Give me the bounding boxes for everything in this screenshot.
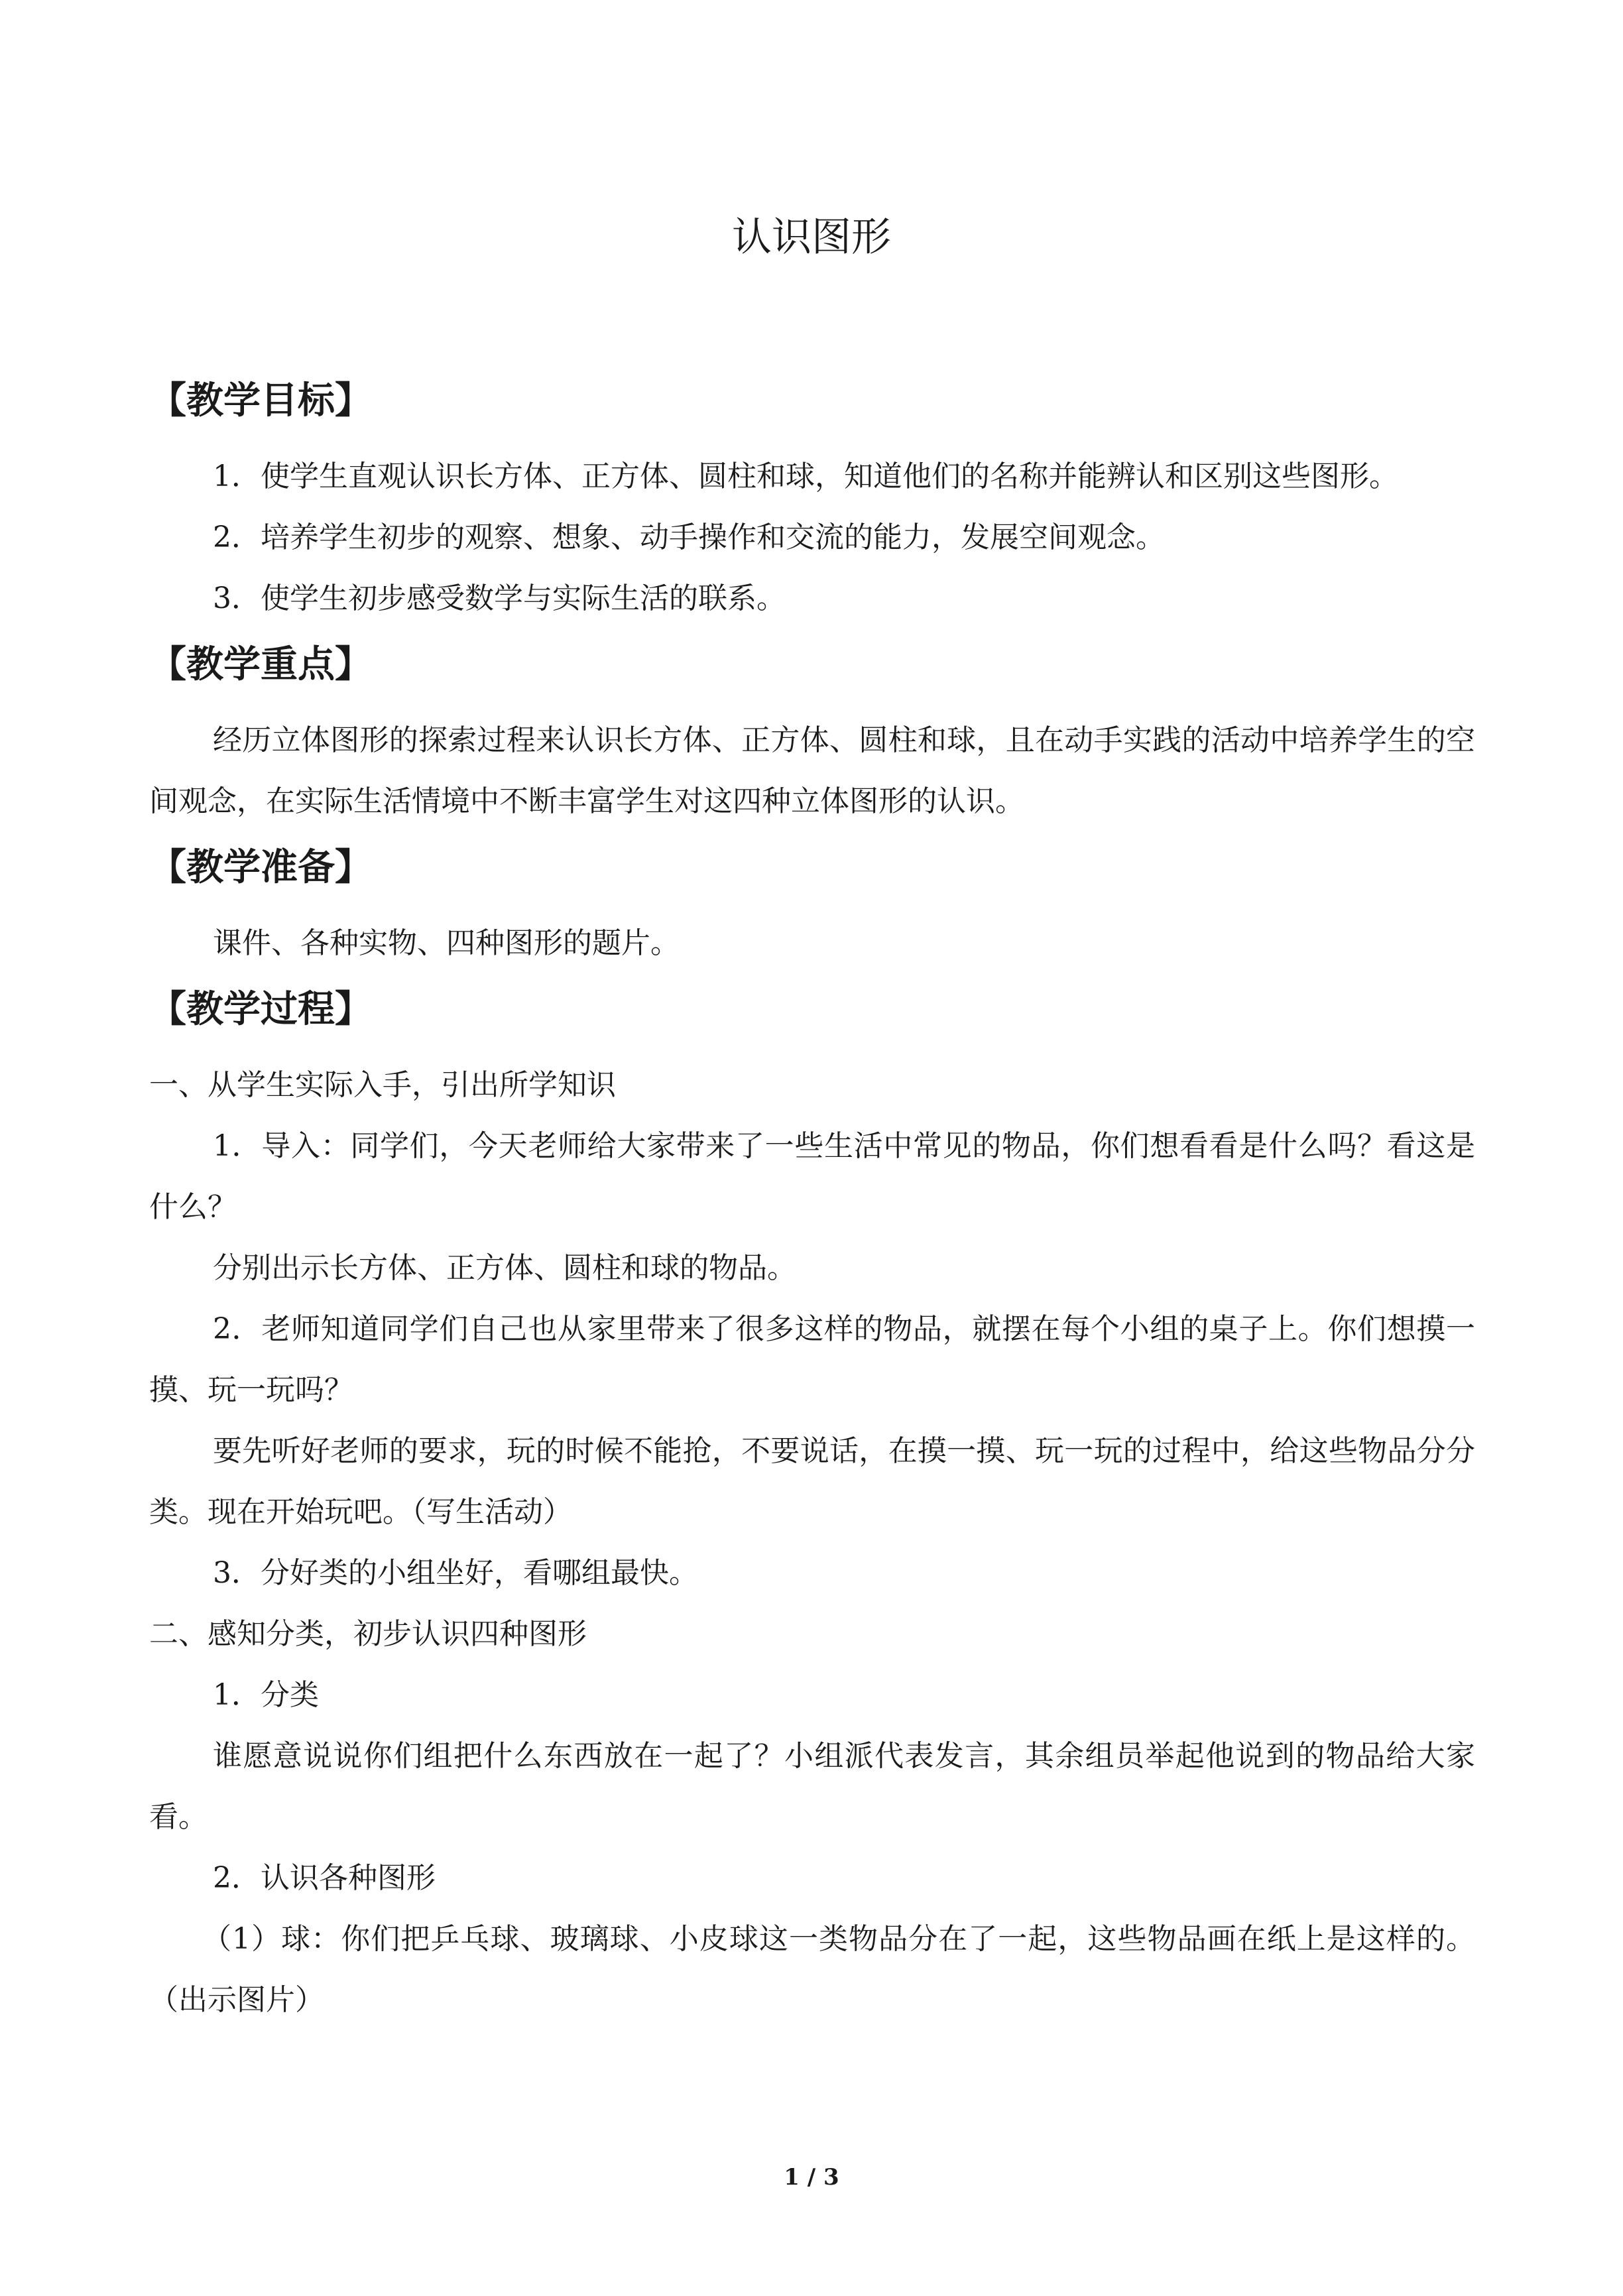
objective-2: 2．培养学生初步的观察、想象、动手操作和交流的能力，发展空间观念。 <box>213 520 1165 554</box>
objective-3: 3．使学生初步感受数学与实际生活的联系。 <box>213 581 786 615</box>
process-p8: 2．认识各种图形 <box>213 1861 436 1895</box>
objective-1: 1．使学生直观认识长方体、正方体、圆柱和球，知道他们的名称并能辨认和区别这些图形。 <box>213 459 1398 493</box>
page-number: 1 / 3 <box>784 2164 839 2191</box>
process-p6: 1．分类 <box>213 1678 319 1712</box>
heading-preparation: 【教学准备】 <box>149 845 372 889</box>
process-p9: （1）球：你们把乒乓球、玻璃球、小皮球这一类物品分在了一起，这些物品画在纸上是这样的。（出示图片） <box>149 1922 1475 2017</box>
document-title: 认识图形 <box>732 214 891 261</box>
process-p7: 谁愿意说说你们组把什么东西放在一起了？小组派代表发言，其余组员举起他说到的物品给大家看。 <box>149 1739 1475 1834</box>
process-p1: 1．导入：同学们，今天老师给大家带来了一些生活中常见的物品，你们想看看是什么吗？看这是什么？ <box>149 1129 1475 1224</box>
key-points-text: 经历立体图形的探索过程来认识长方体、正方体、圆柱和球，且在动手实践的活动中培养学生的空间观念，在实际生活情境中不断丰富学生对这四种立体图形的认识。 <box>149 723 1475 818</box>
heading-process: 【教学过程】 <box>149 987 372 1031</box>
process-p5: 3．分好类的小组坐好，看哪组最快。 <box>213 1556 698 1590</box>
process-p4: 要先听好老师的要求，玩的时候不能抢，不要说话，在摸一摸、玩一玩的过程中，给这些物品分分类。现在开始玩吧。（写生活动） <box>149 1434 1475 1529</box>
process-p2: 分别出示长方体、正方体、圆柱和球的物品。 <box>213 1251 796 1285</box>
preparation-text: 课件、各种实物、四种图形的题片。 <box>213 926 680 960</box>
heading-key-points: 【教学重点】 <box>149 642 372 686</box>
heading-objectives: 【教学目标】 <box>149 379 372 422</box>
process-part1-title: 一、从学生实际入手，引出所学知识 <box>149 1068 616 1102</box>
document-body <box>149 375 1475 2031</box>
process-part2-title: 二、感知分类，初步认识四种图形 <box>149 1617 587 1651</box>
process-p3: 2．老师知道同学们自己也从家里带来了很多这样的物品，就摆在每个小组的桌子上。你们想摸一摸、玩一玩吗？ <box>149 1312 1475 1407</box>
